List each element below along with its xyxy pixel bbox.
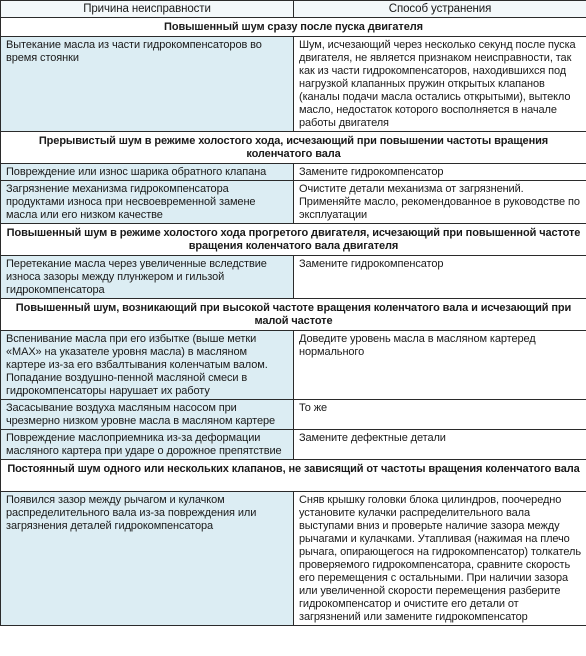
fix-cell: Шум, исчезающий через несколько секунд после пуска двигателя, не является признаком неисправности, так как из части гидрокомпенсаторов, находившихся под нагрузкой клапанных пружин открытых клапанов (каналы подачи масла остались открытыми), вытекло масло, недостаток которого восполняется в начале работы двигателя <box>294 37 586 132</box>
section-row <box>1 224 586 256</box>
table-row <box>1 492 586 626</box>
table-header-row <box>1 1 586 18</box>
cause-cell: Засасывание воздуха масляным насосом при чрезмерно низком уровне масла в масляном картере <box>1 400 294 430</box>
section-row <box>1 299 586 331</box>
table-row <box>1 430 586 460</box>
fix-cell: Сняв крышку головки блока цилиндров, поочередно установите кулачки распределительного вала выступами вниз и проверьте наличие зазора между рычагами и кулачками. Утапливая (нажимая на плечо рычага, опирающегося на гидрокомпенсатор) толкатель проверяемого гидрокомпенсатора, сравните скорость его перемещения с остальными. При наличии зазора или увеличенной скорости перемещения разберите гидрокомпенсатор и очистите его детали от загрязнений или замените гидрокомпенсатор <box>294 492 586 626</box>
table-row <box>1 256 586 299</box>
fix-cell: Доведите уровень масла в масляном картеред нормального <box>294 331 586 400</box>
header-fix: Способ устранения <box>294 1 586 18</box>
section-title: Постоянный шум одного или нескольких клапанов, не зависящий от частоты вращения коленчатого вала <box>1 460 586 492</box>
cause-cell: Повреждение или износ шарика обратного клапана <box>1 164 294 181</box>
fix-cell: Замените гидрокомпенсатор <box>294 256 586 299</box>
fix-cell: То же <box>294 400 586 430</box>
section-title: Повышенный шум, возникающий при высокой частоте вращения коленчатого вала и исчезающий при малой частоте <box>1 299 586 331</box>
cause-cell: Вспенивание масла при его избытке (выше метки «MAX» на указателе уровня масла) в масляном картере из-за его взбалтывания коленчатым валом. Попадание воздушно-пенной масляной смеси в гидрокомпенсаторы нарушает их работу <box>1 331 294 400</box>
section-row <box>1 18 586 37</box>
cause-cell: Загрязнение механизма гидрокомпенсатора продуктами износа при несвоевременной замене масла или его низком качестве <box>1 181 294 224</box>
section-row <box>1 132 586 164</box>
table-row <box>1 164 586 181</box>
fix-cell: Очистите детали механизма от загрязнений. Применяйте масло, рекомендованное в руководстве по эксплуатации <box>294 181 586 224</box>
cause-cell: Вытекание масла из части гидрокомпенсаторов во время стоянки <box>1 37 294 132</box>
fix-cell: Замените гидрокомпенсатор <box>294 164 586 181</box>
table-row <box>1 37 586 132</box>
cause-cell: Перетекание масла через увеличенные вследствие износа зазоры между плунжером и гильзой гидрокомпенсатора <box>1 256 294 299</box>
section-title: Прерывистый шум в режиме холостого хода, исчезающий при повышении частоты вращения коленчатого вала <box>1 132 586 164</box>
fix-cell: Замените дефектные детали <box>294 430 586 460</box>
section-row <box>1 460 586 492</box>
cause-cell: Повреждение маслоприемника из-за деформации масляного картера при ударе о дорожное препятствие <box>1 430 294 460</box>
section-title: Повышенный шум сразу после пуска двигателя <box>1 18 586 37</box>
table-row <box>1 400 586 430</box>
table-row <box>1 331 586 400</box>
section-title: Повышенный шум в режиме холостого хода прогретого двигателя, исчезающий при повышенной частоте вращения коленчатого вала двигателя <box>1 224 586 256</box>
table-row <box>1 181 586 224</box>
cause-cell: Появился зазор между рычагом и кулачком распределительного вала из-за повреждения или загрязнения деталей гидрокомпенсатора <box>1 492 294 626</box>
header-cause: Причина неисправности <box>1 1 294 18</box>
